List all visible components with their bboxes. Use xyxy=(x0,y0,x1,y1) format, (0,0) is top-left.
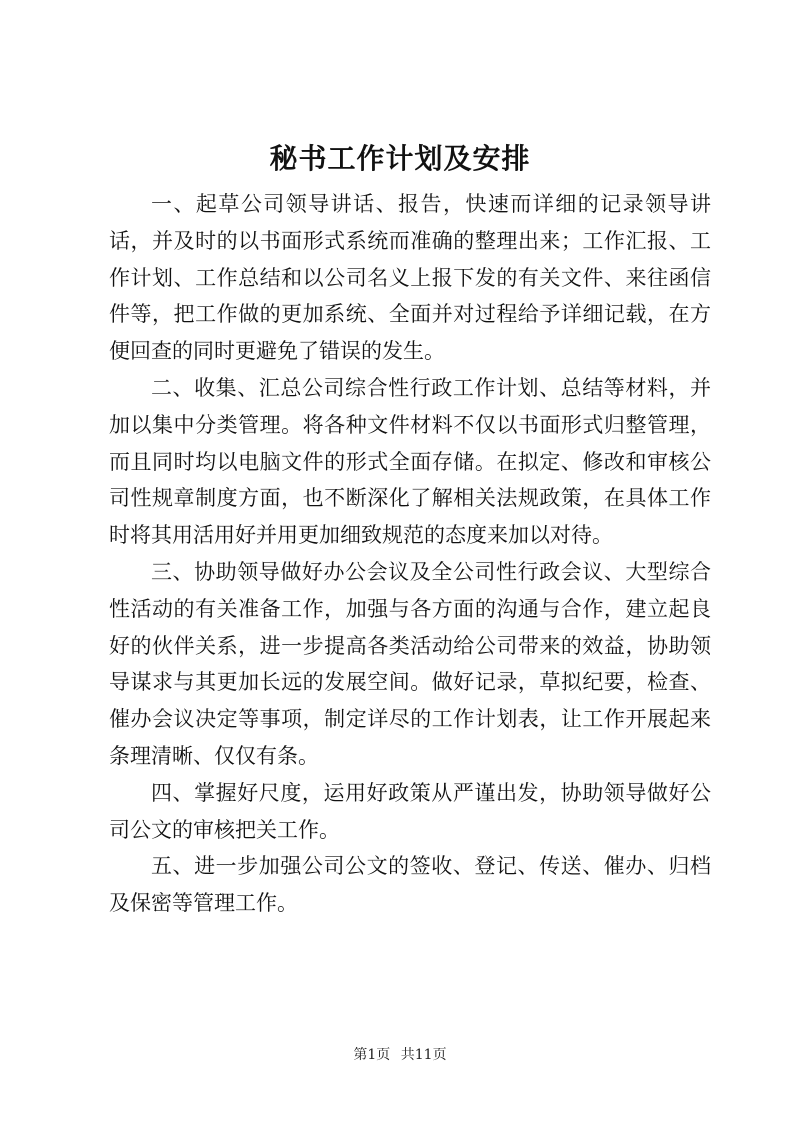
paragraph-1: 一、起草公司领导讲话、报告，快速而详细的记录领导讲话，并及时的以书面形式系统而准确的整理出来；工作汇报、工作计划、工作总结和以公司名义上报下发的有关文件、来往函信件等，把工作做的更加系统、全面并对过程给予详细记载，在方便回查的同时更避免了错误的发生。 xyxy=(109,192,711,364)
document-title: 秘书工作计划及安排 xyxy=(269,142,531,175)
page-number: 第1页 xyxy=(353,1047,391,1063)
document-body xyxy=(109,186,711,922)
paragraph-3: 三、协助领导做好办公会议及全公司性行政会议、大型综合性活动的有关准备工作，加强与各方面的沟通与合作，建立起良好的伙伴关系，进一步提高各类活动给公司带来的效益，协助领导谋求与其更加长远的发展空间。做好记录，草拟纪要，检查、催办会议决定等事项，制定详尽的工作计划表，让工作开展起来条理清晰、仅仅有条。 xyxy=(109,559,711,768)
page-footer xyxy=(0,1045,800,1065)
paragraph-4: 四、掌握好尺度，运用好政策从严谨出发，协助领导做好公司公文的审核把关工作。 xyxy=(109,780,711,842)
paragraph-2: 二、收集、汇总公司综合性行政工作计划、总结等材料，并加以集中分类管理。将各种文件材料不仅以书面形式归整管理，而且同时均以电脑文件的形式全面存储。在拟定、修改和审核公司性规章制度方面，也不断深化了解相关法规政策，在具体工作时将其用活用好并用更加细致规范的态度来加以对待。 xyxy=(109,375,711,548)
paragraph-5: 五、进一步加强公司公文的签收、登记、传送、催办、归档及保密等管理工作。 xyxy=(109,854,711,916)
page-total: 共11页 xyxy=(400,1047,447,1063)
